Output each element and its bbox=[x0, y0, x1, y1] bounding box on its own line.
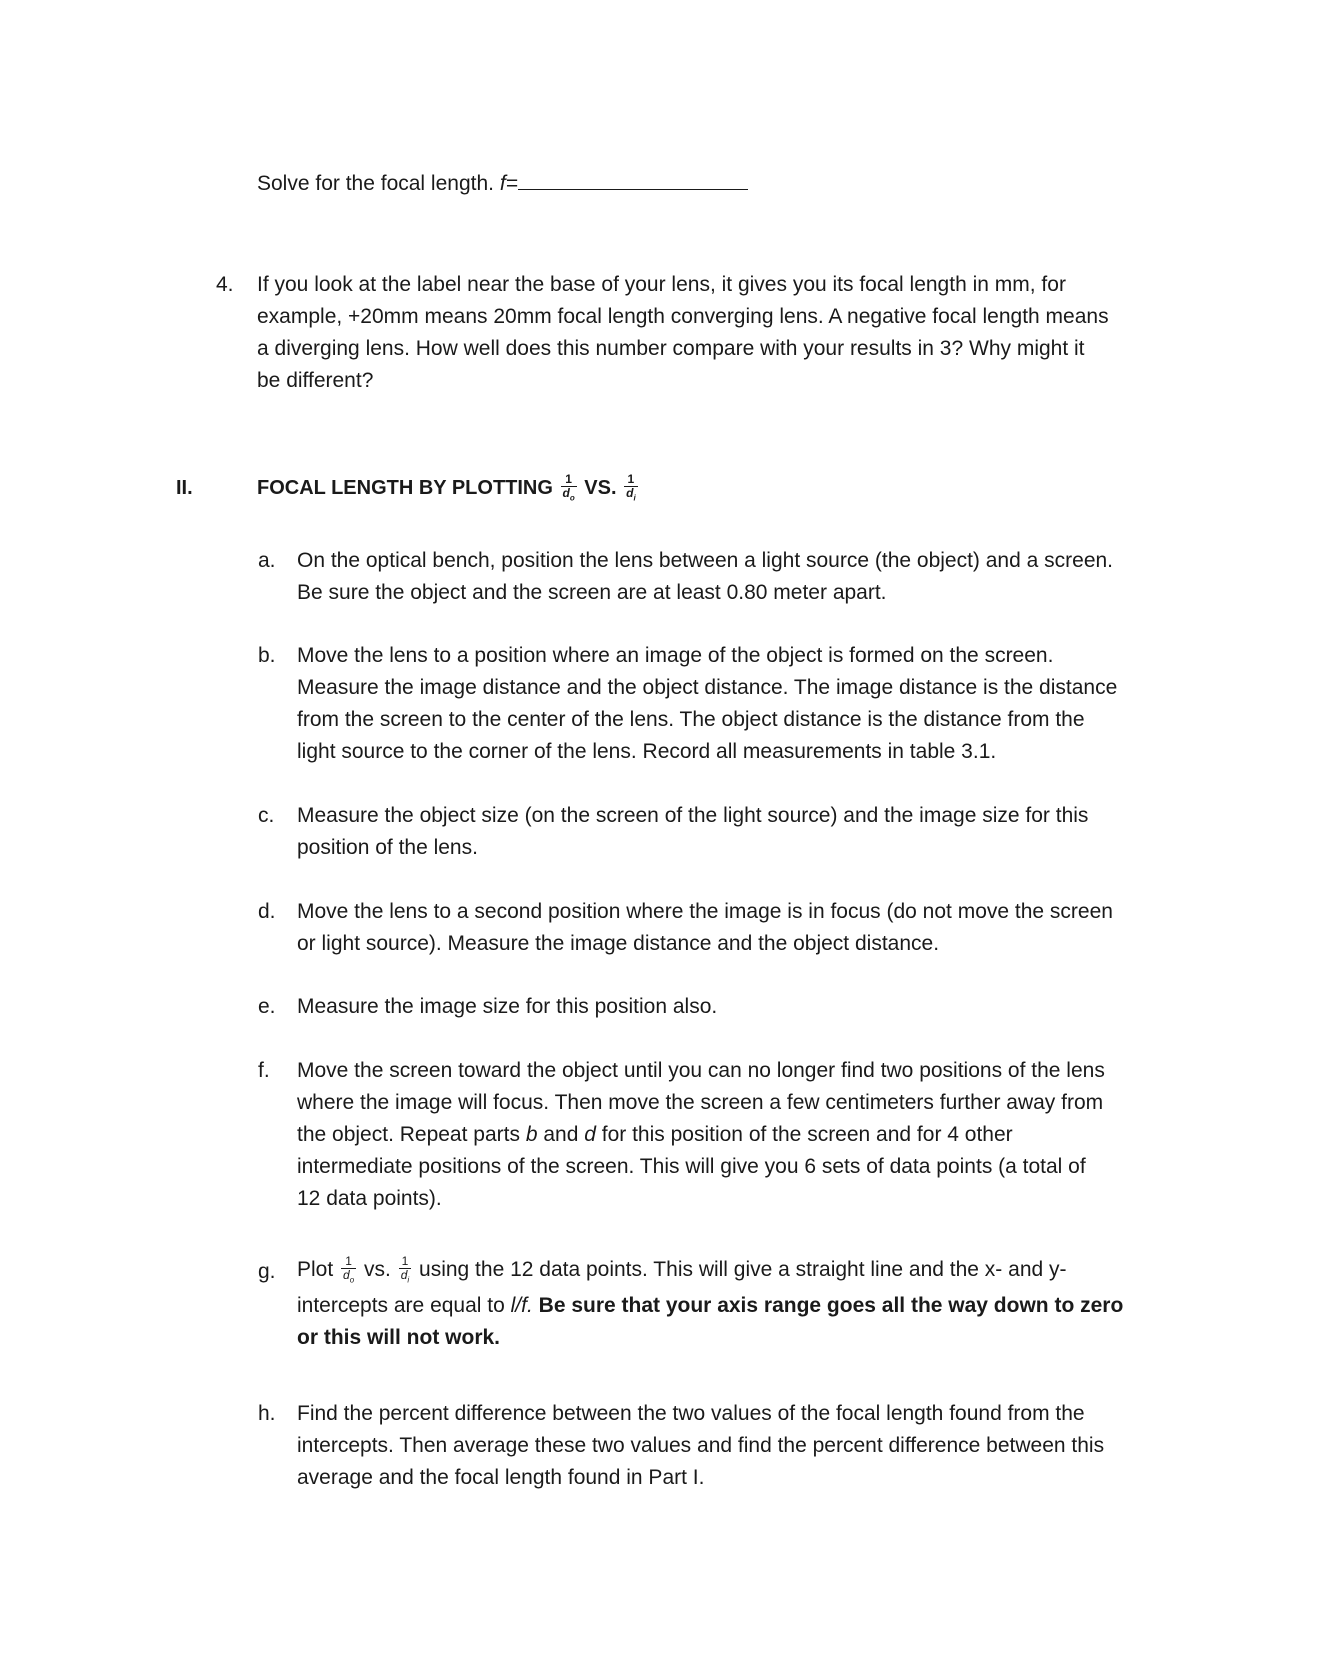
fraction-one-over-di: $\frac{1}{d_i}$ bbox=[626, 472, 636, 503]
item-h-line: average and the focal length found in Part I. bbox=[297, 1466, 705, 1489]
item-h-label: h. bbox=[258, 1402, 276, 1425]
item-f-line: intermediate positions of the screen. This will give you 6 sets of data points (a total of bbox=[297, 1155, 1086, 1178]
item-h-line: Find the percent difference between the two values of the focal length found from the bbox=[297, 1402, 1085, 1425]
item-e-text bbox=[297, 991, 717, 1023]
item-b-line: Move the lens to a position where an image of the object is formed on the screen. bbox=[297, 644, 1054, 667]
item-b-text bbox=[297, 640, 1117, 768]
item-h-line: intercepts. Then average these two values and find the percent difference between this bbox=[297, 1434, 1105, 1457]
item-e-line: Measure the image size for this position also. bbox=[297, 995, 718, 1018]
item-g-label: g. bbox=[258, 1260, 276, 1283]
item-4-line: a diverging lens. How well does this number compare with your results in 3? Why might it bbox=[257, 337, 1085, 360]
solve-focal-length-line bbox=[257, 168, 748, 200]
item-g-line: or this will not work. bbox=[297, 1326, 501, 1349]
item-4-text bbox=[257, 269, 1109, 397]
section-vs: VS. bbox=[584, 477, 617, 499]
item-b-line: light source to the corner of the lens. Record all measurements in table 3.1. bbox=[297, 740, 997, 763]
item-4-line: be different? bbox=[257, 369, 374, 392]
item-c-line: position of the lens. bbox=[297, 836, 478, 859]
item-4-number: 4. bbox=[216, 273, 234, 296]
item-h-text bbox=[297, 1398, 1104, 1494]
item-4-line: example, +20mm means 20mm focal length converging lens. A negative focal length means bbox=[257, 305, 1109, 328]
item-g-line: intercepts are equal to l/f. Be sure that your axis range goes all the way down to zero bbox=[297, 1294, 1124, 1317]
item-f-line: where the image will focus. Then move the screen a few centimeters further away from bbox=[297, 1091, 1104, 1114]
item-b-label: b. bbox=[258, 644, 276, 667]
fraction-one-over-di: $\frac{1}{d_i}$ bbox=[400, 1253, 410, 1285]
item-e-label: e. bbox=[258, 995, 276, 1018]
section-numeral: II. bbox=[176, 477, 193, 499]
answer-blank bbox=[518, 169, 748, 190]
item-d-line: or light source). Measure the image distance and the object distance. bbox=[297, 932, 940, 955]
item-d-line: Move the lens to a second position where the image is in focus (do not move the screen bbox=[297, 900, 1113, 923]
item-d-label: d. bbox=[258, 900, 276, 923]
item-f-text bbox=[297, 1055, 1105, 1215]
item-f-line: 12 data points). bbox=[297, 1187, 442, 1210]
item-g-text bbox=[297, 1250, 1123, 1354]
section-title: FOCAL LENGTH BY PLOTTING bbox=[257, 477, 553, 499]
solve-prompt: Solve for the focal length. bbox=[257, 172, 494, 195]
item-g-line: Plot $\frac{1}{d_o}$ vs. $\frac{1}{d_i}$ using the 12 data points. This will give a straight line and the x- and y- bbox=[297, 1253, 1067, 1285]
item-c-label: c. bbox=[258, 804, 275, 827]
item-f-line: the object. Repeat parts b and d for this position of the screen and for 4 other bbox=[297, 1123, 1013, 1146]
item-b-line: Measure the image distance and the object distance. The image distance is the distance bbox=[297, 676, 1118, 699]
item-b-line: from the screen to the center of the lens. The object distance is the distance from the bbox=[297, 708, 1085, 731]
item-d-text bbox=[297, 896, 1113, 960]
item-c-line: Measure the object size (on the screen of the light source) and the image size for this bbox=[297, 804, 1089, 827]
item-c-text bbox=[297, 800, 1088, 864]
item-f-label: f. bbox=[258, 1059, 270, 1082]
item-a-label: a. bbox=[258, 549, 276, 572]
fraction-one-over-do: $\frac{1}{d_o}$ bbox=[343, 1253, 355, 1285]
item-a-line: Be sure the object and the screen are at least 0.80 meter apart. bbox=[297, 581, 887, 604]
fraction-one-over-do: $\frac{1}{d_o}$ bbox=[562, 472, 575, 503]
section-heading bbox=[257, 472, 640, 504]
item-a-line: On the optical bench, position the lens between a light source (the object) and a screen. bbox=[297, 549, 1114, 572]
item-f-line: Move the screen toward the object until you can no longer find two positions of the lens bbox=[297, 1059, 1105, 1082]
item-a-text bbox=[297, 545, 1113, 609]
item-4-line: If you look at the label near the base of your lens, it gives you its focal length in mm, for bbox=[257, 273, 1066, 296]
focal-variable: f= bbox=[499, 172, 518, 195]
